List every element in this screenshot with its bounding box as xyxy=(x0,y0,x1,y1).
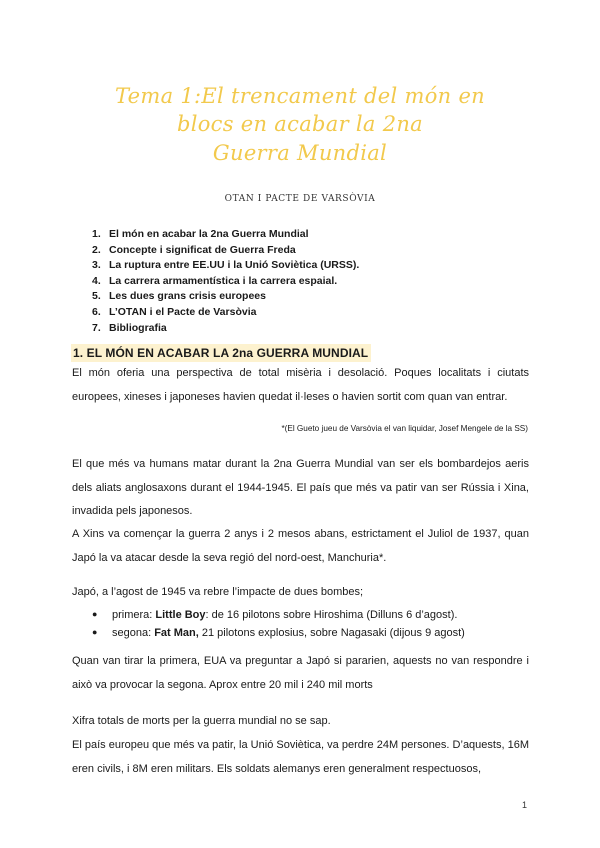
toc-number: 1. xyxy=(92,228,101,240)
paragraph-total-deaths: Xifra totals de morts per la guerra mundial no se sap. xyxy=(72,715,331,727)
paragraph-soviet-losses: El país europeu que més va patir, la Unió Soviètica, va perdre 24M persones. D’aquests, 16M eren civils, i 8M eren militars. Els soldats alemanys eren generalment respectuosos, xyxy=(72,739,529,775)
toc-number: 2. xyxy=(92,243,101,256)
toc-label: La carrera armamentística i la carrera espaial. xyxy=(109,274,338,287)
toc-item xyxy=(92,305,359,321)
title-line-2: blocs en acabar la 2na xyxy=(176,112,424,136)
toc-item xyxy=(92,321,359,337)
toc-label: Les dues grans crisis europees xyxy=(109,290,266,303)
bomb-name: Little Boy xyxy=(155,609,206,621)
toc-item xyxy=(92,243,359,259)
toc-item xyxy=(92,274,359,290)
table-of-contents xyxy=(92,227,359,336)
title-line-3: Guerra Mundial xyxy=(212,141,388,165)
paragraph-second-bomb: Quan van tirar la primera, EUA va preguntar a Japó si pararien, aquests no van respondre i això va provocar la segona. Aprox entre 20 mil i 240 mil morts xyxy=(72,655,529,691)
section-heading: 1. EL MÓN EN ACABAR LA 2na GUERRA MUNDIAL xyxy=(71,344,371,362)
paragraph-bombings: El que més va humans matar durant la 2na Guerra Mundial van ser els bombardejos aeris dels aliats anglosaxons durant el 1944-1945. El país que més va patir van ser Rússia i Xina, invadida pels japonesos. xyxy=(72,458,529,517)
toc-label: Concepte i significat de Guerra Freda xyxy=(109,243,296,256)
footnote-remark: *(El Gueto jueu de Varsòvia el van liquidar, Josef Mengele de la SS) xyxy=(281,424,528,433)
list-item: ● primera: Little Boy: de 16 pilotons sobre Hiroshima (Dilluns 6 d’agost). xyxy=(92,606,465,624)
bomb-list xyxy=(92,606,465,642)
bullet-icon: ● xyxy=(92,609,98,619)
list-item: ● segona: Fat Man, 21 pilotons explosius, sobre Nagasaki (dijous 9 agost) xyxy=(92,624,465,642)
toc-item xyxy=(92,227,359,243)
toc-label: El món en acabar la 2na Guerra Mundial xyxy=(109,228,309,240)
toc-number: 3. xyxy=(92,259,101,272)
page-number: 1 xyxy=(521,800,527,810)
toc-item xyxy=(92,289,359,305)
toc-number: 7. xyxy=(92,321,101,334)
bullet-icon: ● xyxy=(92,627,98,637)
title-line-1: Tema 1:El trencament del món en xyxy=(114,84,486,108)
toc-number: 6. xyxy=(92,305,101,318)
toc-number: 4. xyxy=(92,274,101,287)
paragraph-intro: El món oferia una perspectiva de total misèria i desolació. Poques localitats i ciutats europees, xineses i japoneses havien quedat il·leses o havien sortit com quan van entrar. xyxy=(72,367,529,403)
toc-number: 5. xyxy=(92,290,101,303)
toc-item xyxy=(92,258,359,274)
bomb-name: Fat Man, xyxy=(154,627,199,639)
toc-label: La ruptura entre EE.UU i la Unió Soviètica (URSS). xyxy=(109,259,360,272)
toc-label: L’OTAN i el Pacte de Varsòvia xyxy=(109,305,257,318)
toc-label: Bibliografia xyxy=(109,321,167,334)
paragraph-japan: Japó, a l’agost de 1945 va rebre l’impacte de dues bombes; xyxy=(72,586,364,598)
paragraph-china: A Xins va començar la guerra 2 anys i 2 mesos abans, estrictament el Juliol de 1937, quan Japó la va atacar desde la seva regió del nord-oest, Manchuria*. xyxy=(72,528,529,564)
subtitle: OTAN I PACTE DE VARSÒVIA xyxy=(224,194,376,204)
